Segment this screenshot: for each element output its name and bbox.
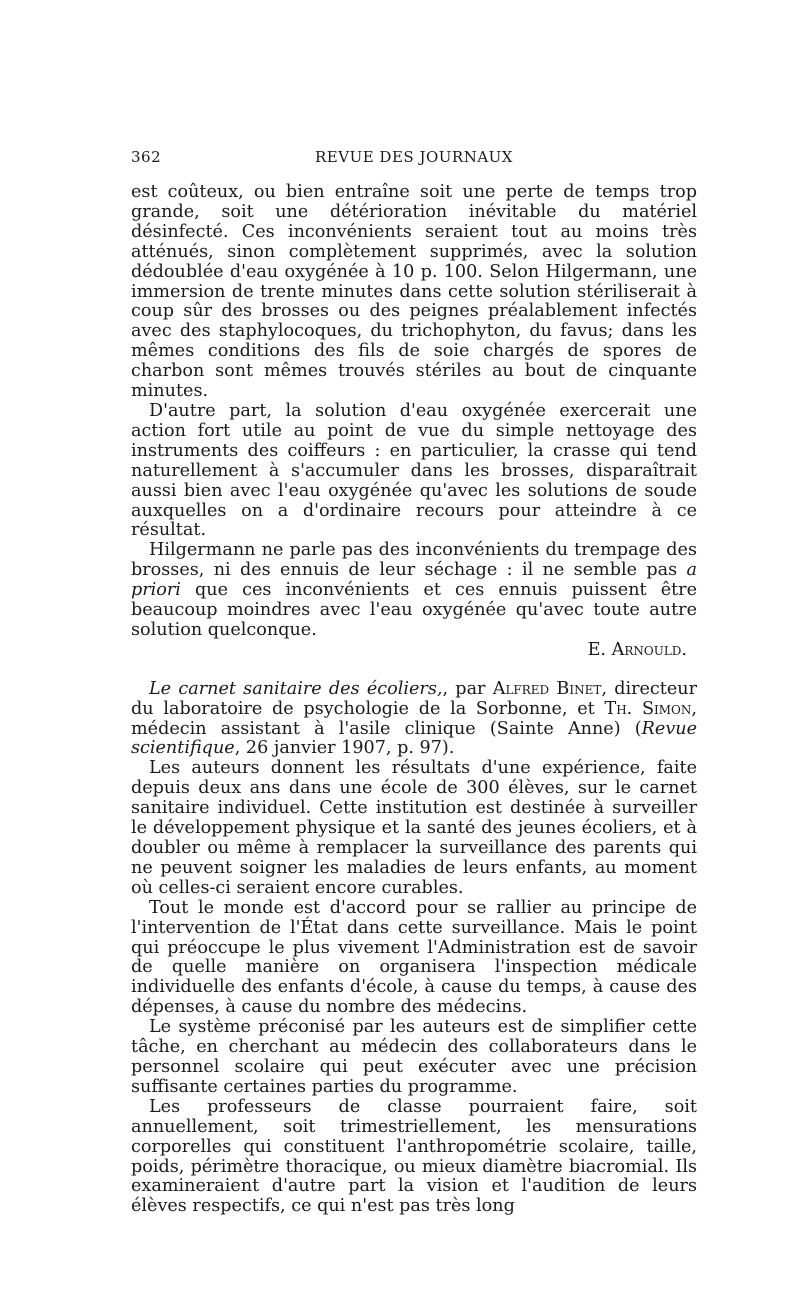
paragraph: Les professeurs de classe pourraient faire, soit annuellement, soit trimestriellement, les mensurations corporelles qui constituent l'anthropométrie scolaire, taille, poids, périmètre thoracique, ou mieux diamètre biacromial. Ils examineraient d'autre part la vision et l'audition de leurs élèves respectifs, ce qui n'est pas très long bbox=[131, 1096, 697, 1217]
paragraph: Tout le monde est d'accord pour se rallier au principe de l'intervention de l'État dans cette surveillance. Mais le point qui préoccupe le plus vivement l'Administration est de savoir de quelle manière on organisera l'inspection médicale individuelle des enfants d'école, à cause du temps, à cause des dépenses, à cause du nombre des médecins. bbox=[131, 897, 697, 1018]
paragraph: D'autre part, la solution d'eau oxygénée exercerait une action fort utile au point de vue du simple nettoyage des instruments des coiffeurs : en particulier, la crasse qui tend naturellement à s'accumuler dans les brosses, disparaîtrait aussi bien avec l'eau oxygénée qu'avec les solutions de soude auxquelles on a d'ordinaire recours pour atteindre à ce résultat. bbox=[131, 400, 697, 541]
paragraph: est coûteux, ou bien entraîne soit une perte de temps trop grande, soit une détérioration inévitable du matériel désinfecté. Ces inconvénients seraient tout au moins très atténués, sinon complètement supprimés, avec la solution dédoublée d'eau oxygénée à 10 p. 100. Selon Hilgermann, une immersion de trente minutes dans cette solution stériliserait à coup sûr des brosses ou des peignes préalablement infectés avec des staphylocoques, du trichophyton, du favus; dans les mêmes conditions des fils de soie chargés de spores de charbon sont mêmes trouvés stériles au bout de cinquante minutes. bbox=[131, 182, 697, 402]
author-name: Th. Simon bbox=[604, 698, 692, 719]
paragraph bbox=[131, 541, 697, 641]
page-number: 362 bbox=[131, 148, 162, 166]
italic-phrase: a priori bbox=[131, 560, 697, 601]
journal-name: Revue scientifique bbox=[131, 718, 697, 759]
paragraph: Les auteurs donnent les résultats d'une expérience, faite depuis deux ans dans une école de 300 élèves, sur le carnet sanitaire individuel. Cette institution est destinée à surveiller le développement physique et la santé des jeunes écoliers, et à doubler ou même à remplacer la surveillance des parents qui ne peuvent soigner les maladies de leurs enfants, au moment où celles-ci seraient encore curables. bbox=[131, 758, 697, 898]
article-title: Le carnet sanitaire des écoliers, bbox=[149, 678, 443, 699]
paragraph-text: que ces inconvénients et ces ennuis puissent être beaucoup moindres avec l'eau oxygénée qu'avec toute autre solution quelconque. bbox=[131, 580, 698, 640]
article-citation: Le carnet sanitaire des écoliers,, par Alfred Binet, directeur du laboratoire de psychologie de la Sorbonne, et Th. Simon, médecin assistant à l'asile clinique (Sainte Anne) (Revue scientifique, 26 janvier 1907, p. 97). bbox=[131, 678, 697, 759]
signature: E. Arnould. bbox=[587, 639, 687, 660]
paragraph: Le système préconisé par les auteurs est de simplifier cette tâche, en cherchant au médecin des collaborateurs dans le personnel scolaire qui peut exécuter avec une précision suffisante certaines parties du programme. bbox=[131, 1017, 697, 1097]
running-title: REVUE DES JOURNAUX bbox=[315, 148, 513, 166]
paragraph-text: Hilgermann ne parle pas des inconvénients du trempage des brosses, ni des ennuis de leur séchage : il ne semble pas bbox=[131, 540, 697, 581]
author-name: Alfred Binet bbox=[492, 678, 602, 699]
article-body bbox=[131, 183, 697, 1217]
